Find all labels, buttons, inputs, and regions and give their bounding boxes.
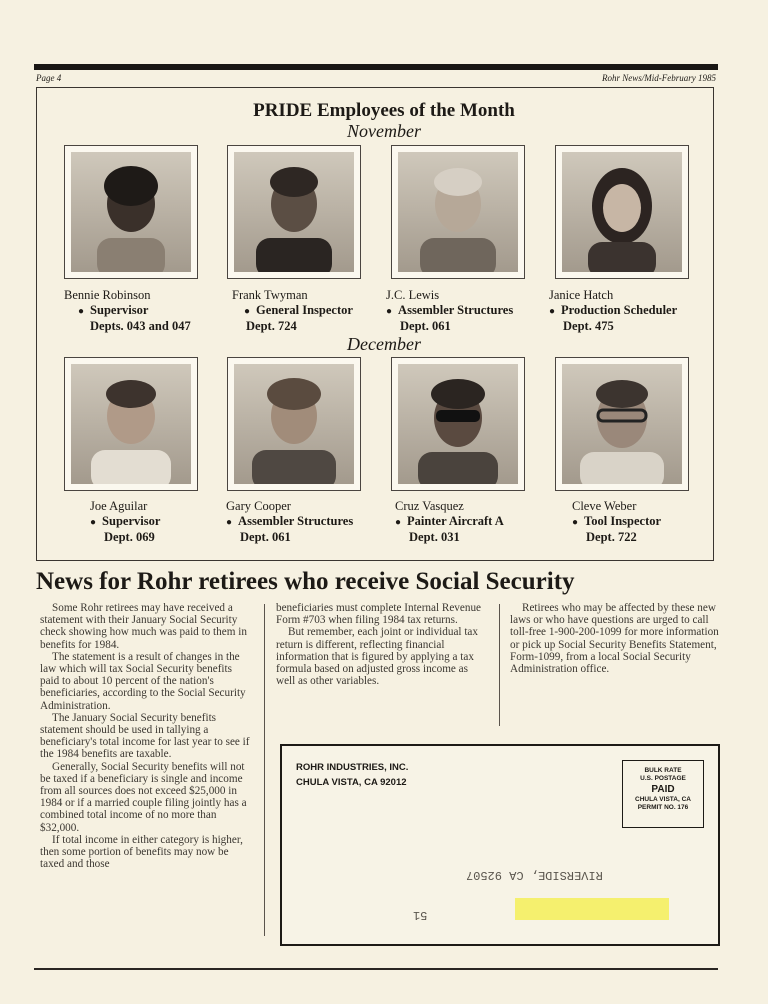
employee-title: ● Painter Aircraft A [395, 514, 504, 530]
employee-photo [555, 145, 689, 279]
article-column-2 [276, 602, 490, 687]
article-paragraph: Generally, Social Security benefits will not be taxed if a beneficiary is single and income from all sources does not exceed $25,000 in 1984 or if a married couple filing jointly has a combined total income of no more than $32,000. [40, 760, 247, 834]
postage-line: U.S. POSTAGE [640, 775, 686, 782]
employee-caption [232, 288, 353, 334]
employee-caption [64, 288, 191, 334]
employee-caption [226, 499, 353, 545]
article-column-3 [510, 602, 724, 675]
employee-name: Bennie Robinson [64, 288, 151, 302]
employee-name: Cruz Vasquez [395, 499, 464, 513]
employee-photo [391, 145, 525, 279]
column-divider [499, 604, 500, 726]
employee-photo [227, 145, 361, 279]
column-divider [264, 604, 265, 936]
employee-title: ● Assembler Structures [386, 303, 513, 319]
highlighter-mark [515, 898, 669, 920]
bottom-rule [34, 968, 718, 970]
postage-line: CHULA VISTA, CA [635, 796, 691, 803]
employee-photo [64, 357, 198, 491]
article-paragraph: But remember, each joint or individual tax return is different, reflecting financial information that is figured by applying a tax formula based on adjusted gross income as well as other variables. [276, 626, 478, 688]
page-number: Page 4 [36, 73, 62, 83]
employee-title: ● Supervisor [64, 303, 191, 319]
postage-indicia [622, 760, 704, 828]
employee-name: J.C. Lewis [386, 288, 440, 302]
employee-caption [549, 288, 677, 334]
employee-name: Frank Twyman [232, 288, 308, 302]
article-paragraph: Some Rohr retirees may have received a statement with their January Social Security check showing how much was paid to them in benefits for 1984. [40, 602, 247, 651]
employee-caption [386, 288, 513, 334]
employee-dept: Dept. 061 [240, 530, 291, 544]
employee-title: ● Production Scheduler [549, 303, 677, 319]
page-header [34, 73, 718, 85]
employee-dept: Dept. 069 [104, 530, 155, 544]
article-paragraph: If total income in either category is higher, then some portion of benefits may now be taxed and those [40, 833, 243, 871]
employee-caption [395, 499, 504, 545]
pride-title: PRIDE Employees of the Month [253, 100, 515, 121]
employee-dept: Dept. 724 [246, 319, 297, 333]
employee-photo [555, 357, 689, 491]
recipient-city: RIVERSIDE, CA 92507 [466, 868, 603, 882]
employee-title: ● Tool Inspector [572, 514, 661, 530]
employee-name: Joe Aguilar [90, 499, 148, 513]
article-paragraph: beneficiaries must complete Internal Revenue Form #703 when filing 1984 tax returns. [276, 602, 482, 627]
employee-name: Janice Hatch [549, 288, 614, 302]
postage-line: PERMIT NO. 176 [637, 804, 689, 811]
article-column-1 [40, 602, 254, 870]
employee-name: Cleve Weber [572, 499, 637, 513]
sender-address [296, 760, 408, 790]
article-headline: News for Rohr retirees who receive Social Security [36, 568, 575, 595]
employee-dept: Depts. 043 and 047 [90, 319, 191, 333]
employee-photo [64, 145, 198, 279]
month-november: November [347, 121, 421, 141]
article-paragraph: Retirees who may be affected by these new laws or who have questions are urged to call toll-free 1-900-200-1099 for more information or pick up Social Security Benefits Statement, Form-1099, from a local Social Security Administration office. [510, 602, 719, 676]
employee-dept: Dept. 722 [586, 530, 637, 544]
employee-dept: Dept. 031 [409, 530, 460, 544]
top-rule [34, 64, 718, 70]
employee-dept: Dept. 475 [563, 319, 614, 333]
employee-dept: Dept. 061 [400, 319, 451, 333]
article-paragraph: The January Social Security benefits statement should be used in tallying a beneficiary's total income for last year to see if the 1984 benefits are taxable. [40, 711, 250, 761]
employee-title: ● General Inspector [232, 303, 353, 319]
employee-photo [227, 357, 361, 491]
sender-company: ROHR INDUSTRIES, INC. [296, 762, 409, 773]
month-december: December [347, 334, 421, 354]
employee-caption [90, 499, 160, 545]
employee-name: Gary Cooper [226, 499, 291, 513]
employee-photo [391, 357, 525, 491]
employee-caption [572, 499, 661, 545]
postage-paid: PAID [651, 784, 675, 795]
postage-line: BULK RATE [644, 767, 682, 774]
employee-title: ● Assembler Structures [226, 514, 353, 530]
recipient-number: 51 [413, 908, 428, 922]
employee-title: ● Supervisor [90, 514, 160, 530]
sender-city: CHULA VISTA, CA 92012 [296, 777, 407, 788]
article-paragraph: The statement is a result of changes in the law which will tax Social Security benefits paid to about 10 percent of the nation's beneficiaries, according to the Social Security Administration. [40, 650, 246, 712]
publication-date: Rohr News/Mid-February 1985 [602, 73, 716, 83]
